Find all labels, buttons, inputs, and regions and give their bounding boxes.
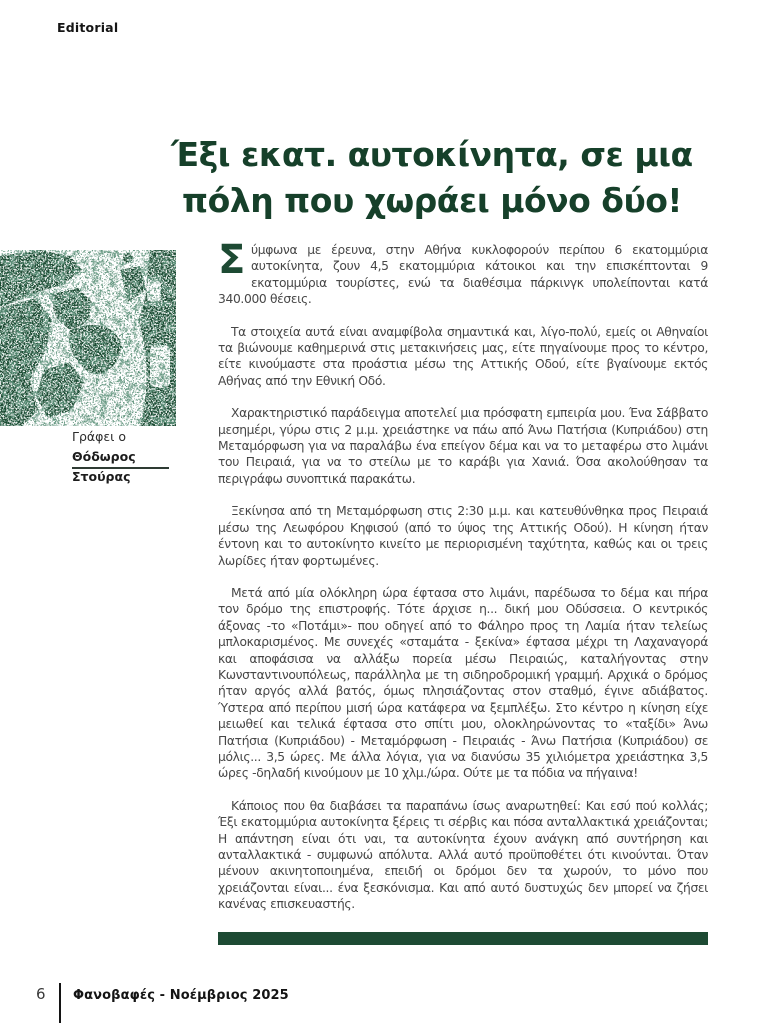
article-paragraph: Κάποιος που θα διαβάσει τα παραπάνω ίσως αναρωτηθεί: Και εσύ πού κολλάς; Έξι εκατομμύρια αυτοκίνητα ξέρεις τι σέρβις και πόσα ανταλλακτικά χρειάζονται; Η απάντηση είναι ότι ναι, τα αυτοκίνητα έχουν ανάγκη από συντήρηση και ανταλλακτικά - συμφωνώ απόλυτα. Αλλά αυτό προϋποθέτει ότι κινούνται. Όταν μένουν ακινητοποιημένα, επειδή οι δρόμοι δεν τα χωρούν, το μόνο που χρειάζονται είναι... ένα ξεσκόνισμα. Και από αυτό δυστυχώς δεν μπορεί να ζήσει κανένας επισκευαστής.	[218, 798, 708, 912]
article-paragraph: Τα στοιχεία αυτά είναι αναμφίβολα σημαντικά και, λίγο-πολύ, εμείς οι Αθηναίοι τα βιώνουμε καθημερινά στις μετακινήσεις μας, είτε πηγαίνουμε προς το κέντρο, είτε κινούμαστε στα προάστια μέσω της Αττικής Οδού, είτε βγαίνουμε εκτός Αθήνας από την Εθνική Οδό.	[218, 324, 708, 388]
article-paragraph: Χαρακτηριστικό παράδειγμα αποτελεί μια πρόσφατη εμπειρία μου. Ένα Σάββατο μεσημέρι, γύρω στις 2 μ.μ. χρειάστηκε να πάω από Άνω Πατήσια (Κυπριάδου) στη Μεταμόρφωση για να παραλάβω ένα επείγον δέμα και να το μεταφέρω στο λιμάνι του Πειραιά, για να το στείλω με το καράβι για Χανιά. Όσα ακολούθησαν τα περιγράφω συνοπτικά παρακάτω.	[218, 406, 708, 486]
footer-page-number: 6	[36, 985, 46, 1003]
halftone-portrait-illustration	[0, 250, 176, 426]
article-title-line1: Έξι εκατ. αυτοκίνητα, σε μια	[171, 135, 693, 174]
author-photo-halftone	[0, 250, 176, 426]
section-label: Editorial	[57, 20, 119, 35]
article-title-line2: πόλη που χωράει μόνο δύο!	[182, 181, 682, 220]
byline-rule	[72, 467, 169, 469]
article-paragraph: Σύμφωνα με έρευνα, στην Αθήνα κυκλοφορούν περίπου 6 εκατομμύρια αυτοκίνητα, ζουν 4,5 εκατομμύρια κάτοικοι και την επισκέπτονται 9 εκατομμύρια τουρίστες, ενώ τα διαθέσιμα πάρκινγκ υπολείπονται κατά 340.000 θέσεις.	[218, 237, 708, 307]
byline-author: Θόδωρος Στούρας	[72, 449, 136, 484]
byline	[72, 427, 192, 487]
article-end-bar	[218, 932, 708, 945]
drop-cap: Σ	[218, 237, 245, 283]
article-paragraph: Ξεκίνησα από τη Μεταμόρφωση στις 2:30 μ.μ. και κατευθύνθηκα προς Πειραιά μέσω της Λεωφόρου Κηφισού (από το ύψος της Αττικής Οδού). Η κίνηση ήταν έντονη και το αυτοκίνητο κινείτο με περιορισμένη ταχύτητα, καθώς και οι τρεις λωρίδες ήταν φορτωμένες.	[218, 504, 708, 568]
footer-magazine-title: Φανοβαφές - Νοέμβριος 2025	[73, 988, 289, 1003]
footer-divider-line	[59, 983, 61, 1023]
article-paragraph: Μετά από μία ολόκληρη ώρα έφτασα στο λιμάνι, παρέδωσα το δέμα και πήρα τον δρόμο της επιστροφής. Τότε άρχισε η... δική μου Οδύσσεια. Ο κεντρικός άξονας -το «Ποτάμι»- που οδηγεί από το Φάληρο προς τη Λαμία ήταν τελείως μπλοκαρισμένος. Με συνεχές «σταμάτα - ξεκίνα» έφτασα μέχρι τη Λαχαναγορά και αποφάσισα να αλλάξω πορεία μέσω Πειραιώς, καταλήγοντας στην Κωνσταντινουπόλεως, παράλληλα με τη σιδηροδρομική γραμμή. Αρχικά ο δρόμος ήταν αργός αλλά βατός, όμως πλησιάζοντας στον σταθμό, έγινε αδιάβατος. Ύστερα από περίπου μισή ώρα κατάφερα να ξεμπλέξω. Στο κέντρο η κίνηση είχε μειωθεί και τελικά έφτασα στο σπίτι μου, ολοκληρώνοντας το «ταξίδι» Άνω Πατήσια (Κυπριάδου) - Μεταμόρφωση - Πειραιάς - Άνω Πατήσια (Κυπριάδου) σε μόλις... 3,5 ώρες. Με άλλα λόγια, για να διανύσω 35 χιλιόμετρα χρειάστηκα 3,5 ώρες -δηλαδή κινούμουν με 10 χλμ./ώρα. Ούτε με τα πόδια να πήγαινα!	[218, 585, 708, 781]
article-body	[218, 237, 708, 929]
article-title	[140, 132, 724, 224]
byline-prefix: Γράφει ο	[72, 429, 126, 444]
